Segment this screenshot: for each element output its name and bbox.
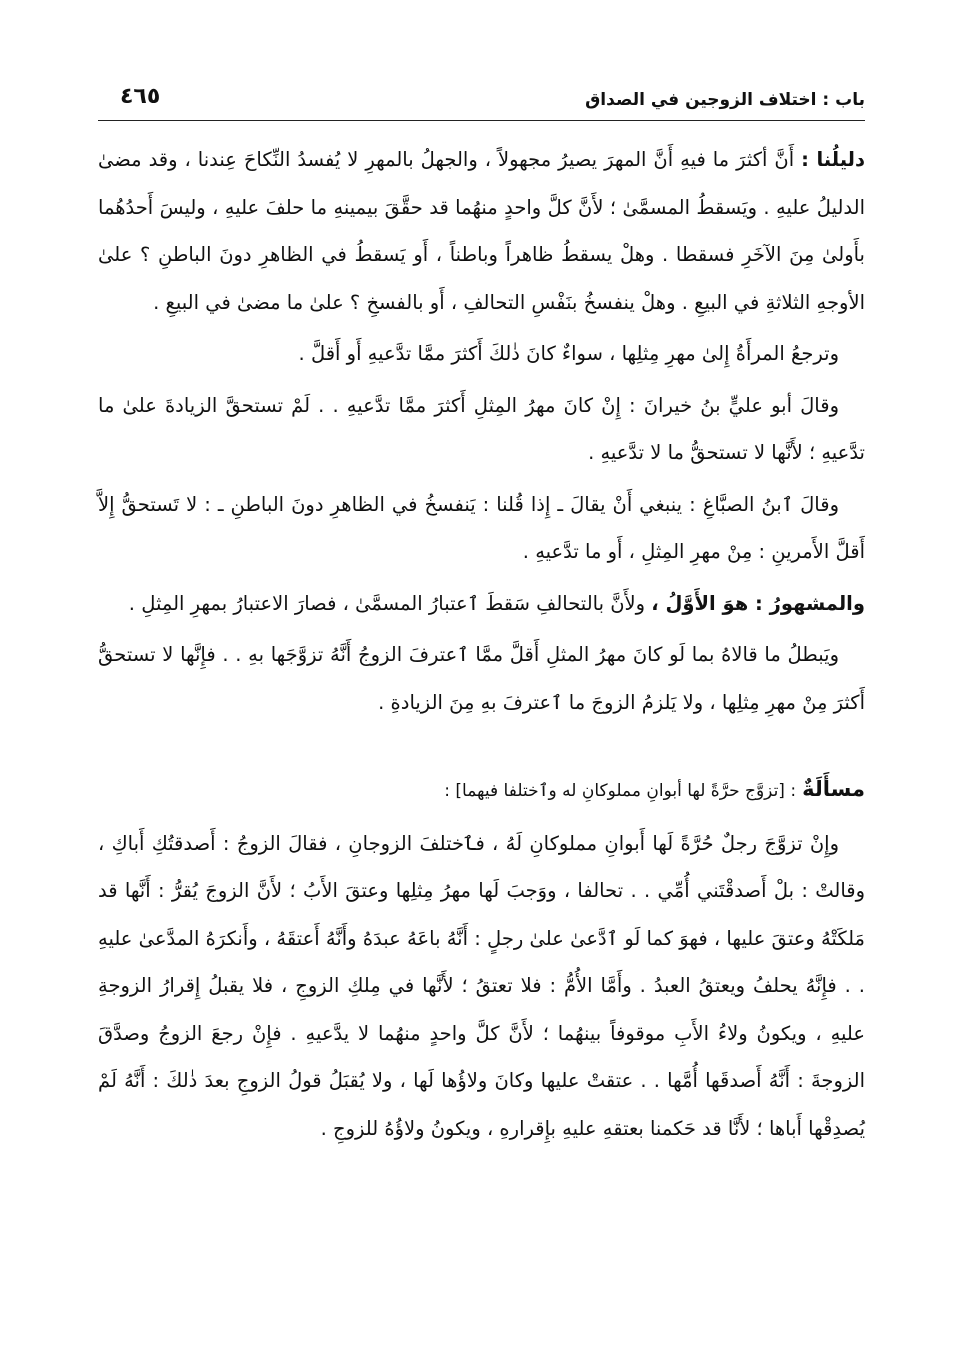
issue-heading [98,766,865,816]
paragraph-lead: دليلُنا : [801,148,865,171]
issue-title: : [تزوَّج حرَّةً لها أبوانِ مملوكانِ له وٱختلفا فيهما] : [444,781,797,801]
paragraph-text: ولأَنَّ بالتحالفِ سَقطَ ٱعتبارُ المسمَّىٰ ، فصارَ الاعتبارُ بمهرِ المِثلِ . [128,591,652,615]
paragraph [98,330,865,378]
paragraph-text: وقالَ أبو عليٍّ بنُ خيرانَ : إِنْ كانَ مهرُ المِثلِ أَكثرَ ممَّا تدَّعيهِ . . لَمْ تستحقَّ الزيادةَ علىٰ ما تدَّعيهِ ؛ لأَنَّها لا تستحقُّ ما لا تدَّعيهِ . [98,393,865,464]
paragraph-text: وترجعُ المرأَةُ إِلىٰ مهرِ مِثلِها ، سواءٌ كانَ ذٰلكَ أَكثرَ ممَّا تدَّعيهِ أَو أَقلَّ . [298,342,839,365]
paragraph [98,631,865,726]
paragraph-text: وإِنْ تزوَّجَ رجلٌ حُرَّةً لَها أَبوانِ مملوكانِ لَهُ ، فٱختلفَ الزوجانِ ، فقالَ الزوجُ : أَصدقتُكِ أَباكِ ، وقالتْ : بلْ أَصدقْتَني أُمِّي . . تحالفا ، ووَجبَ لَها مهرُ مِثلِها وعتقَ الأَبُ ؛ لأَنَّ الزوجَ يُقرُّ : أَنَّها قد مَلكَتْهُ وعتقَ عليها ، فهوَ كما لَو ٱدَّعىٰ علىٰ رجلٍ : أَنَّهُ باعَهُ عبدَهُ وأَنَّهُ أَعتقَهُ ، وأَنكرَهُ المدَّعىٰ عليهِ . . فإِنَّهُ يحلفُ ويعتقُ العبدُ . وأَمَّا الأُمُّ : فلا تعتقُ ؛ لأَنَّها في مِلكِ الزوجِ ، فلا يقبلُ إِقرارُ الزوجةِ عليهِ ، ويكونُ ولاءُ الأَبِ موقوفاً بينهُما ؛ لأَنَّ كلَّ واحدٍ منهُما لا يدَّعيهِ . فإِنْ رجعَ الزوجُ وصدَّقَ الزوجةَ : أَنَّهُ أَصدقَها أُمَّها . . عتقتْ عليها وكانَ ولاؤُها لَها ، ولا يُقبَلُ قولُ الزوجِ بعدَ ذٰلكَ : أَنَّهُ لَمْ يُصدِقْها أَباها ؛ لأَنَّا قد حَكمنا بعتقهِ عليهِ بإِقرارهِ ، ويكونُ ولاؤُهُ للزوجِ . [98,831,865,1140]
paragraph [98,382,865,477]
body-text [98,136,865,1156]
paragraph [98,481,865,576]
paragraph-text: ويَبطلُ ما قالاهُ بما لَو كانَ مهرُ المثلِ أَقلَّ ممَّا ٱعترفَ الزوجُ أَنَّهُ تزوَّجَها بهِ . . فإِنَّها لا تستحقُّ أَكثرَ مِنْ مهرِ مِثلِها ، ولا يَلزمُ الزوجَ ما ٱعترفَ بهِ مِنَ الزيادةِ . [98,643,865,714]
paragraph [98,820,865,1153]
paragraph-lead: والمشهورُ : هوَ الأَوَّلُ ، [651,591,865,615]
paragraph-text: وقالَ ٱبنُ الصبَّاغِ : ينبغي أَنْ يقالَ ـ إِذا قُلنا : يَنفسخُ في الظاهرِ دونَ الباطنِ ـ : لا تَستحقُّ إِلاَّ أَقلَّ الأَمرينِ : مِنْ مهرِ المِثلِ ، أَو ما تدَّعيهِ . [98,492,865,563]
page-number: ٤٦٥ [120,84,161,109]
page-header [98,84,865,121]
paragraph [98,136,865,326]
paragraph [98,580,865,628]
issue-label: مسأَلَةٌ [802,777,865,801]
running-head: باب : اختلاف الزوجين في الصداق [585,90,865,110]
paragraph-text: أَنَّ أكثرَ ما فيهِ أَنَّ المهرَ يصيرُ مجهولاً ، والجهلُ بالمهرِ لا يُفسدُ النِّكاحَ عِندنا ، وقد مضىٰ الدليلُ عليهِ . ويَسقطُ المسمَّىٰ ؛ لأَنَّ كلَّ واحدٍ منهُما قد حقَّقَ بيمينهِ ما حلفَ عليهِ ، وليسَ أَحدُهُما بأَولىٰ مِنَ الآخَرِ فسقطا . وهلْ يسقطُ ظاهراً وباطناً ، أَو يَسقطُ في الظاهرِ دونَ الباطنِ ؟ علىٰ الأوجهِ الثلاثةِ في البيعِ . وهلْ ينفسخُ بنَفْسِ التحالفِ ، أَو بالفسخِ ؟ علىٰ ما مضىٰ في البيعِ . [98,148,865,314]
